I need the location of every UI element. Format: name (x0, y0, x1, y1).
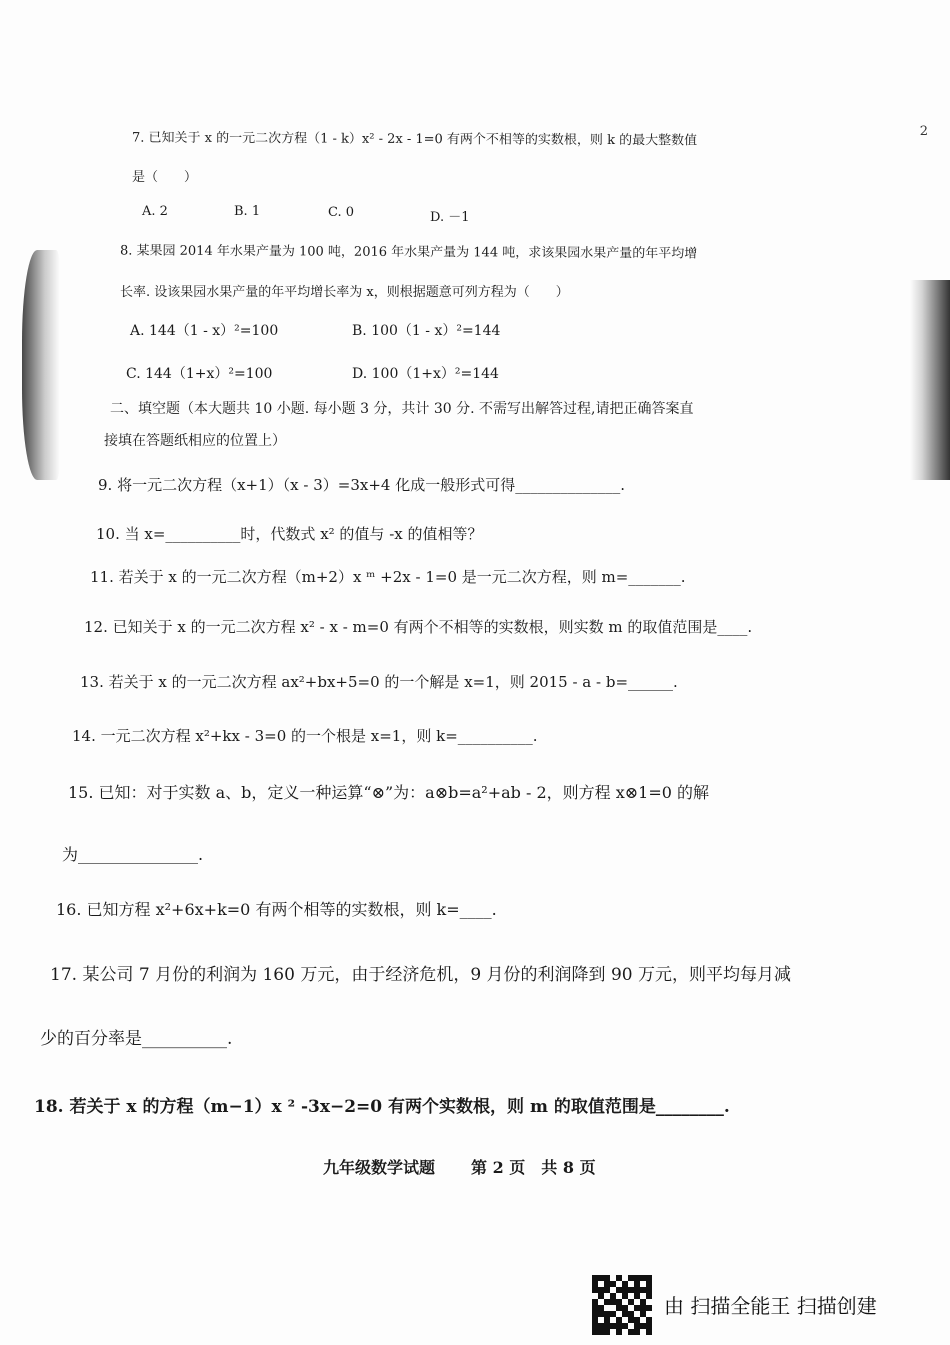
scanner-watermark: 由 扫描全能王 扫描创建 (664, 1294, 877, 1318)
section-2-heading-line2: 接填在答题纸相应的位置上） (104, 433, 286, 449)
question-17-line1: 17. 某公司 7 月份的利润为 160 万元，由于经济危机，9 月份的利润降到 90 万元，则平均每月减 (50, 965, 791, 985)
question-7-line1: 7. 已知关于 x 的一元二次方程（1 - k）x² - 2x - 1=0 有两个不相等的实数根，则 k 的最大整数值 (131, 130, 698, 149)
question-15-line1: 15. 已知：对于实数 a、b，定义一种运算“⊗”为：a⊗b=a²+ab - 2，则方程 x⊗1=0 的解 (68, 783, 710, 802)
question-12: 12. 已知关于 x 的一元二次方程 x² - x - m=0 有两个不相等的实数根，则实数 m 的取值范围是____. (84, 618, 753, 636)
question-8-line1: 8. 某果园 2014 年水果产量为 100 吨，2016 年水果产量为 144 吨，求该果园水果产量的年平均增 (119, 243, 698, 262)
question-7-option-d: D. －1 (430, 210, 470, 225)
question-8-option-a: A. 144（1 - x）²=100 (130, 323, 279, 339)
question-8-option-d: D. 100（1+x）²=144 (352, 366, 499, 382)
question-13: 13. 若关于 x 的一元二次方程 ax²+bx+5=0 的一个解是 x=1，则 2015 - a - b=______. (80, 673, 678, 691)
question-17-line2: 少的百分率是__________. (40, 1029, 233, 1049)
corner-mark: 2 (919, 124, 928, 139)
footer-page-number: 第 2 页 (471, 1158, 526, 1177)
section-2-heading-line1: 二、填空题（本大题共 10 小题. 每小题 3 分，共计 30 分. 不需写出解答过程,请把正确答案直 (110, 401, 694, 417)
scan-shadow-left (22, 250, 60, 480)
question-8-line2: 长率. 设该果园水果产量的年平均增长率为 x，则根据题意可列方程为（ ） (120, 285, 569, 300)
question-7-line2: 是（ ） (132, 170, 198, 185)
question-8-option-c: C. 144（1+x）²=100 (126, 366, 273, 382)
footer-total-pages: 共 8 页 (541, 1158, 596, 1177)
question-7-option-b: B. 1 (234, 204, 261, 219)
question-14: 14. 一元二次方程 x²+kx - 3=0 的一个根是 x=1，则 k=__________. (72, 727, 538, 745)
question-7-option-c: C. 0 (328, 205, 355, 220)
scan-shadow-right (910, 280, 950, 480)
question-10: 10. 当 x=__________时，代数式 x² 的值与 -x 的值相等？ (96, 525, 483, 543)
question-8-option-b: B. 100（1 - x）²=144 (352, 323, 501, 339)
question-11: 11. 若关于 x 的一元二次方程（m+2）x ᵐ +2x - 1=0 是一元二次方程，则 m=_______. (90, 568, 686, 586)
question-16: 16. 已知方程 x²+6x+k=0 有两个相等的实数根，则 k=____. (56, 900, 497, 919)
page-footer (323, 1155, 596, 1178)
question-18: 18. 若关于 x 的方程（m−1）x ² -3x−2=0 有两个实数根，则 m 的取值范围是________. (34, 1097, 730, 1117)
qr-code-icon (592, 1275, 652, 1335)
question-7-option-a: A. 2 (142, 204, 168, 219)
question-15-line2: 为_______________. (62, 845, 204, 864)
question-9: 9. 将一元二次方程（x+1）（x - 3）=3x+4 化成一般形式可得______________. (98, 476, 625, 494)
footer-title: 九年级数学试题 (323, 1158, 436, 1177)
